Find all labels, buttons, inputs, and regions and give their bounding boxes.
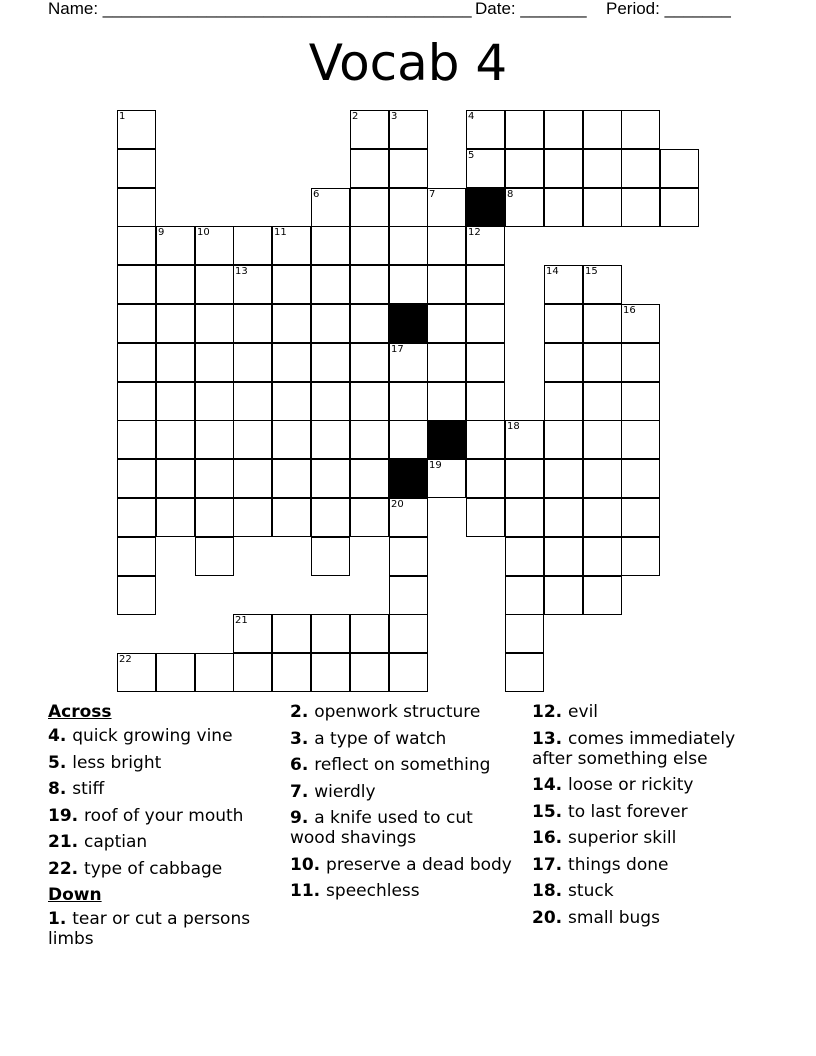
grid-cell[interactable]: [350, 420, 389, 459]
grid-cell[interactable]: [311, 614, 350, 653]
grid-cell[interactable]: [233, 653, 272, 692]
grid-cell[interactable]: [621, 304, 660, 343]
grid-cell[interactable]: [427, 188, 466, 227]
grid-cell[interactable]: [389, 226, 428, 265]
grid-cell[interactable]: [466, 304, 505, 343]
grid-cell[interactable]: [350, 498, 389, 537]
clue-column-2: [290, 702, 520, 908]
grid-cell[interactable]: [272, 653, 311, 692]
grid-cell[interactable]: [233, 614, 272, 653]
grid-cell[interactable]: [389, 149, 428, 188]
clue-item-number: 12.: [532, 702, 569, 722]
grid-cell[interactable]: [350, 459, 389, 498]
clue-column-1: [48, 702, 278, 956]
grid-cell[interactable]: [583, 459, 622, 498]
grid-cell[interactable]: [156, 343, 195, 382]
clue-item-number: 13.: [532, 728, 569, 749]
clue-item: [532, 908, 772, 928]
grid-cell[interactable]: [117, 110, 156, 149]
grid-cell[interactable]: [466, 110, 505, 149]
grid-cell[interactable]: [621, 188, 660, 227]
grid-cell[interactable]: [389, 498, 428, 537]
clue-item-number: 5.: [48, 752, 73, 773]
grid-cell[interactable]: [427, 304, 466, 343]
grid-cell[interactable]: [583, 382, 622, 421]
grid-cell[interactable]: [621, 498, 660, 537]
grid-cell[interactable]: [117, 459, 156, 498]
grid-cell[interactable]: [117, 498, 156, 537]
grid-cell[interactable]: [311, 498, 350, 537]
grid-cell[interactable]: [505, 653, 544, 692]
grid-cell[interactable]: [427, 265, 466, 304]
grid-cell[interactable]: [117, 653, 156, 692]
grid-cell[interactable]: [660, 188, 699, 227]
grid-cell[interactable]: [272, 226, 311, 265]
grid-cell[interactable]: [505, 537, 544, 576]
clue-number: 10: [197, 227, 210, 238]
grid-cell[interactable]: [272, 304, 311, 343]
grid-cell[interactable]: [233, 265, 272, 304]
grid-cell[interactable]: [583, 149, 622, 188]
grid-cell[interactable]: [233, 226, 272, 265]
grid-cell[interactable]: [272, 614, 311, 653]
clue-number: 16: [623, 305, 636, 316]
clue-number: 6: [313, 189, 320, 200]
grid-cell[interactable]: [195, 304, 234, 343]
grid-cell[interactable]: [195, 420, 234, 459]
across-heading: Across: [48, 702, 112, 722]
grid-cell[interactable]: [156, 420, 195, 459]
grid-cell[interactable]: [544, 343, 583, 382]
grid-cell[interactable]: [544, 459, 583, 498]
grid-cell[interactable]: [233, 498, 272, 537]
clue-column-3: [532, 702, 772, 934]
grid-cell[interactable]: [621, 382, 660, 421]
grid-cell[interactable]: [621, 459, 660, 498]
clue-item: [532, 702, 772, 722]
across-clue-list: [48, 726, 278, 879]
grid-cell[interactable]: [466, 265, 505, 304]
clue-number: 8: [507, 189, 514, 200]
grid-cell[interactable]: [389, 343, 428, 382]
grid-cell[interactable]: [544, 110, 583, 149]
grid-cell[interactable]: [389, 110, 428, 149]
grid-cell[interactable]: [466, 149, 505, 188]
grid-cell[interactable]: [389, 420, 428, 459]
clue-item-text: a type of watch: [314, 728, 447, 749]
clue-number: 4: [468, 111, 475, 122]
grid-cell[interactable]: [311, 459, 350, 498]
clue-item: [290, 782, 520, 802]
grid-cell[interactable]: [311, 653, 350, 692]
grid-cell[interactable]: [156, 304, 195, 343]
grid-cell[interactable]: [156, 459, 195, 498]
period-field[interactable]: Period: _______: [606, 0, 731, 18]
clue-item: [532, 775, 772, 795]
grid-cell[interactable]: [272, 498, 311, 537]
down-heading: Down: [48, 885, 102, 905]
clue-item-number: 21.: [48, 832, 85, 852]
grid-cell[interactable]: [350, 149, 389, 188]
grid-cell[interactable]: [544, 382, 583, 421]
clue-item-number: 4.: [48, 726, 73, 746]
clue-item-number: 11.: [290, 881, 327, 901]
clue-item-number: 15.: [532, 801, 569, 822]
clue-item: [532, 802, 772, 822]
clue-item: [290, 729, 520, 749]
clue-item-text: things done: [568, 854, 669, 875]
grid-cell[interactable]: [233, 382, 272, 421]
clue-item: [48, 832, 278, 852]
grid-cell[interactable]: [583, 188, 622, 227]
down-clue-list: [290, 702, 520, 901]
clue-item: [290, 755, 520, 775]
grid-cell[interactable]: [544, 537, 583, 576]
grid-cell[interactable]: [117, 265, 156, 304]
page-title: Vocab 4: [308, 34, 508, 92]
grid-cell[interactable]: [311, 343, 350, 382]
grid-cell[interactable]: [350, 382, 389, 421]
grid-cell[interactable]: [544, 304, 583, 343]
grid-cell[interactable]: [195, 226, 234, 265]
grid-cell[interactable]: [544, 265, 583, 304]
clue-item: [48, 806, 278, 826]
grid-cell[interactable]: [427, 343, 466, 382]
grid-cell[interactable]: [350, 614, 389, 653]
clue-number: 2: [352, 111, 359, 122]
clue-item-number: 7.: [290, 781, 315, 802]
grid-cell[interactable]: [583, 265, 622, 304]
clue-number: 19: [429, 460, 442, 471]
grid-cell[interactable]: [195, 343, 234, 382]
grid-cell[interactable]: [544, 188, 583, 227]
grid-cell[interactable]: [233, 459, 272, 498]
clue-item-text: less bright: [72, 752, 162, 773]
grid-cell[interactable]: [389, 188, 428, 227]
clue-item: [48, 726, 278, 746]
grid-cell[interactable]: [156, 265, 195, 304]
grid-cell[interactable]: [466, 343, 505, 382]
clue-item: [290, 855, 520, 875]
clue-item-number: 9.: [290, 808, 315, 828]
name-field[interactable]: Name: _______________________________________: [48, 0, 472, 18]
grid-cell[interactable]: [583, 420, 622, 459]
grid-cell[interactable]: [427, 459, 466, 498]
grid-cell[interactable]: [195, 382, 234, 421]
grid-cell[interactable]: [311, 188, 350, 227]
clue-number: 15: [585, 266, 598, 277]
down-clue-list: [532, 702, 772, 928]
grid-cell[interactable]: [466, 498, 505, 537]
clue-number: 18: [507, 421, 520, 432]
clue-number: 1: [119, 111, 126, 122]
clue-number: 14: [546, 266, 559, 277]
grid-cell[interactable]: [117, 420, 156, 459]
grid-cell[interactable]: [272, 459, 311, 498]
clue-item-text: evil: [568, 702, 599, 722]
grid-cell[interactable]: [117, 149, 156, 188]
clue-item-text: captian: [84, 832, 148, 852]
grid-cell[interactable]: [233, 304, 272, 343]
grid-cell[interactable]: [583, 304, 622, 343]
grid-cell[interactable]: [544, 576, 583, 615]
grid-cell[interactable]: [117, 226, 156, 265]
clue-number: 20: [391, 499, 404, 510]
clue-number: 3: [391, 111, 398, 122]
grid-cell[interactable]: [272, 343, 311, 382]
grid-cell[interactable]: [272, 382, 311, 421]
grid-cell[interactable]: [389, 576, 428, 615]
grid-cell[interactable]: [311, 382, 350, 421]
clue-item-text: roof of your mouth: [84, 805, 244, 826]
grid-cell[interactable]: [350, 110, 389, 149]
grid-cell[interactable]: [195, 459, 234, 498]
clue-item-text: type of cabbage: [84, 858, 223, 879]
grid-cell[interactable]: [233, 420, 272, 459]
grid-cell[interactable]: [311, 304, 350, 343]
clue-item-text: to last forever: [568, 801, 688, 822]
clue-item-text: small bugs: [568, 907, 660, 928]
clue-item-number: 2.: [290, 702, 315, 722]
clue-number: 5: [468, 150, 475, 161]
grid-cell[interactable]: [195, 537, 234, 576]
grid-cell[interactable]: [621, 110, 660, 149]
clue-number: 9: [158, 227, 165, 238]
clue-item-text: preserve a dead body: [326, 854, 512, 875]
clue-number: 12: [468, 227, 481, 238]
grid-cell[interactable]: [117, 343, 156, 382]
grid-cell[interactable]: [583, 576, 622, 615]
grid-cell[interactable]: [505, 188, 544, 227]
clue-item-number: 22.: [48, 858, 85, 879]
grid-cell[interactable]: [350, 226, 389, 265]
grid-cell[interactable]: [583, 498, 622, 537]
grid-cell[interactable]: [350, 343, 389, 382]
grid-cell[interactable]: [389, 382, 428, 421]
down-clue-list: [48, 909, 278, 949]
grid-cell[interactable]: [156, 382, 195, 421]
grid-cell[interactable]: [156, 498, 195, 537]
grid-cell[interactable]: [544, 498, 583, 537]
clue-item: [290, 702, 520, 722]
grid-cell[interactable]: [350, 304, 389, 343]
grid-cell[interactable]: [505, 149, 544, 188]
grid-cell[interactable]: [505, 110, 544, 149]
grid-cell[interactable]: [311, 265, 350, 304]
grid-cell[interactable]: [350, 265, 389, 304]
clue-item: [290, 881, 520, 901]
grid-cell[interactable]: [156, 653, 195, 692]
grid-cell[interactable]: [350, 653, 389, 692]
grid-cell[interactable]: [505, 420, 544, 459]
grid-cell[interactable]: [583, 537, 622, 576]
clue-item-number: 1.: [48, 909, 73, 929]
grid-cell[interactable]: [583, 110, 622, 149]
grid-cell[interactable]: [311, 226, 350, 265]
clue-item-number: 16.: [532, 828, 569, 848]
clue-item-number: 14.: [532, 775, 569, 795]
clue-item: [48, 753, 278, 773]
clue-item-number: 18.: [532, 881, 569, 901]
clue-item-text: openwork structure: [314, 702, 481, 722]
clue-item-number: 3.: [290, 728, 315, 749]
clue-item-number: 6.: [290, 755, 315, 775]
grid-cell[interactable]: [117, 188, 156, 227]
grid-cell[interactable]: [272, 420, 311, 459]
grid-cell[interactable]: [621, 420, 660, 459]
grid-cell[interactable]: [311, 420, 350, 459]
clue-item-number: 8.: [48, 779, 73, 799]
grid-cell[interactable]: [195, 265, 234, 304]
clue-number: 7: [429, 189, 436, 200]
grid-cell[interactable]: [117, 382, 156, 421]
grid-cell[interactable]: [272, 265, 311, 304]
clue-item-text: wierdly: [314, 781, 376, 802]
clue-item-number: 17.: [532, 854, 569, 875]
black-cell: [466, 188, 505, 227]
clue-item-text: tear or cut a persons limbs: [48, 909, 251, 949]
clue-item-text: superior skill: [568, 828, 677, 848]
grid-cell[interactable]: [350, 188, 389, 227]
grid-cell[interactable]: [311, 537, 350, 576]
clue-item: [532, 729, 772, 769]
grid-cell[interactable]: [389, 265, 428, 304]
grid-cell[interactable]: [117, 304, 156, 343]
clue-item-number: 19.: [48, 805, 85, 826]
clue-item: [48, 859, 278, 879]
grid-cell[interactable]: [195, 498, 234, 537]
clue-item: [532, 855, 772, 875]
clue-item-text: speechless: [326, 881, 420, 901]
grid-cell[interactable]: [660, 149, 699, 188]
clue-number: 21: [235, 615, 248, 626]
grid-cell[interactable]: [466, 420, 505, 459]
grid-cell[interactable]: [466, 382, 505, 421]
grid-cell[interactable]: [427, 226, 466, 265]
grid-cell[interactable]: [505, 576, 544, 615]
clue-item-text: stiff: [72, 779, 105, 799]
clue-item: [48, 779, 278, 799]
grid-cell[interactable]: [621, 343, 660, 382]
clue-item-number: 20.: [532, 907, 569, 928]
grid-cell[interactable]: [389, 614, 428, 653]
clue-number: 17: [391, 344, 404, 355]
clue-item: [48, 909, 278, 949]
grid-cell[interactable]: [117, 576, 156, 615]
grid-cell[interactable]: [389, 537, 428, 576]
grid-cell[interactable]: [544, 420, 583, 459]
clue-item-text: comes immediately after something else: [532, 728, 736, 769]
grid-cell[interactable]: [156, 226, 195, 265]
black-cell: [389, 459, 428, 498]
grid-cell[interactable]: [466, 459, 505, 498]
clue-item: [290, 808, 520, 848]
clue-number: 11: [274, 227, 287, 238]
grid-cell[interactable]: [505, 459, 544, 498]
clue-item-text: a knife used to cut wood shavings: [290, 808, 473, 848]
grid-cell[interactable]: [621, 537, 660, 576]
grid-cell[interactable]: [621, 149, 660, 188]
clue-item: [532, 828, 772, 848]
crossword-grid: [117, 110, 699, 692]
date-field[interactable]: Date: _______: [475, 0, 587, 18]
grid-cell[interactable]: [466, 226, 505, 265]
grid-cell[interactable]: [544, 149, 583, 188]
clue-item: [532, 881, 772, 901]
grid-cell[interactable]: [389, 653, 428, 692]
black-cell: [427, 420, 466, 459]
clue-item-text: reflect on something: [314, 755, 491, 775]
clue-item-text: stuck: [568, 881, 614, 901]
grid-cell[interactable]: [505, 614, 544, 653]
clue-item-text: loose or rickity: [568, 775, 694, 795]
grid-cell[interactable]: [117, 537, 156, 576]
grid-cell[interactable]: [195, 653, 234, 692]
black-cell: [389, 304, 428, 343]
clue-item-number: 10.: [290, 854, 327, 875]
clue-number: 22: [119, 654, 132, 665]
grid-cell[interactable]: [505, 498, 544, 537]
grid-cell[interactable]: [427, 382, 466, 421]
grid-cell[interactable]: [583, 343, 622, 382]
clue-number: 13: [235, 266, 248, 277]
clue-item-text: quick growing vine: [72, 726, 233, 746]
grid-cell[interactable]: [233, 343, 272, 382]
